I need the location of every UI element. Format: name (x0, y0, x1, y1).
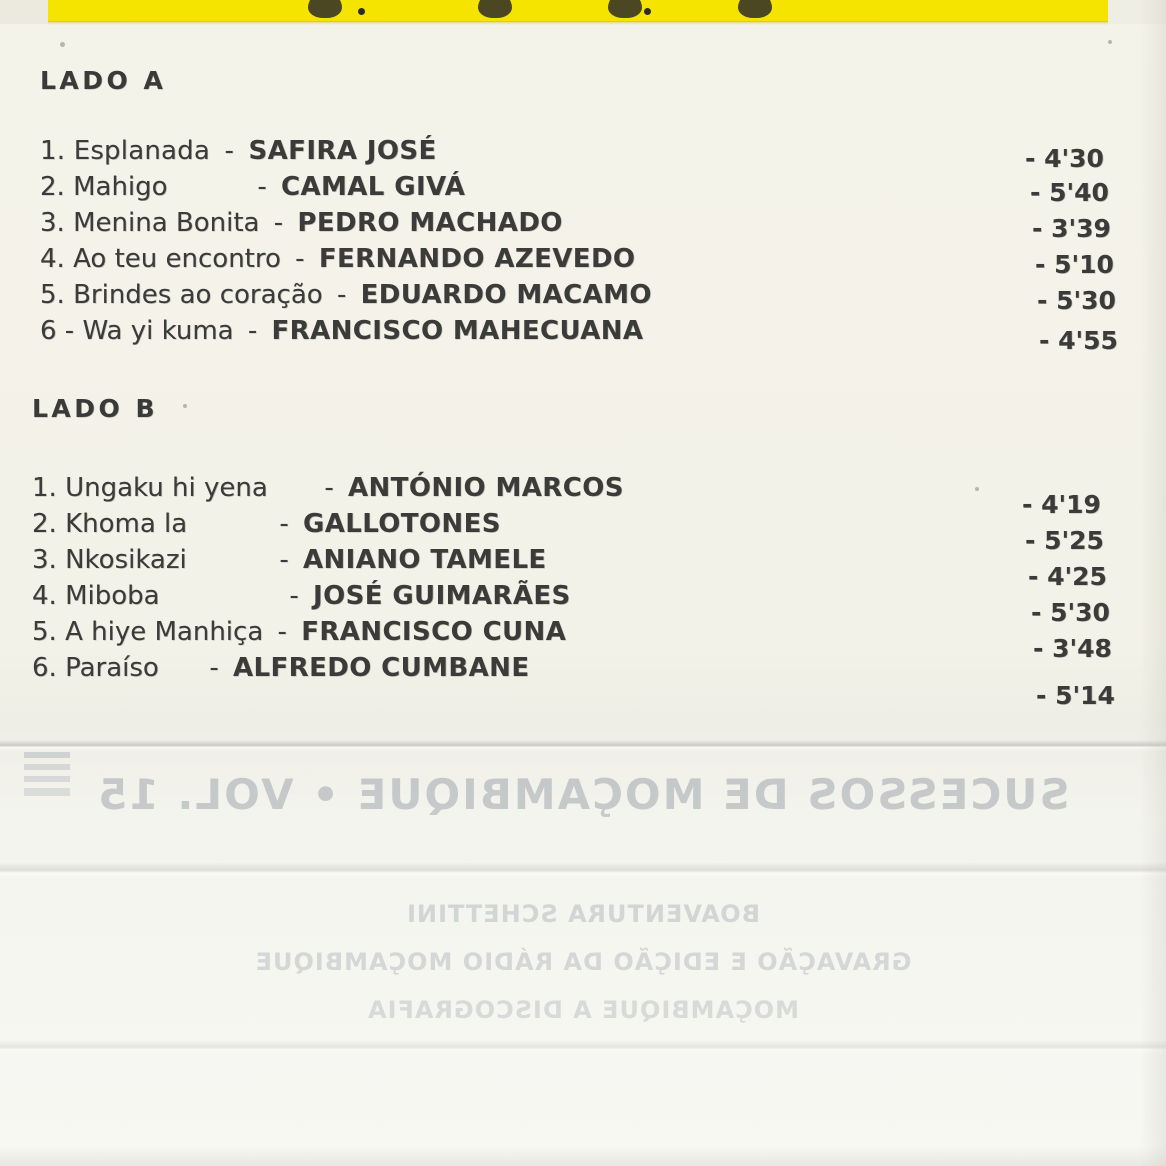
track-number: 2. (40, 172, 65, 202)
track-title: Nkosikazi (65, 545, 187, 575)
track-duration: - 5'30 (1031, 598, 1110, 627)
track-title: Khoma la (65, 509, 188, 539)
track-title: Menina Bonita (73, 208, 260, 238)
track-number: 1. (32, 473, 57, 503)
track-separator: - (279, 545, 289, 575)
track-row (32, 617, 1122, 663)
track-row (32, 653, 1122, 710)
track-number: 1. (40, 136, 66, 166)
side-a-track-list (40, 136, 1130, 355)
paper-edge-right (1140, 0, 1166, 1166)
track-artist: FRANCISCO CUNA (301, 617, 567, 647)
track-duration: - 4'30 (1025, 144, 1104, 173)
track-duration: - 3'39 (1032, 214, 1111, 243)
track-separator: - (289, 581, 299, 611)
track-number: 6. (32, 653, 57, 683)
track-duration: - 5'14 (1036, 681, 1115, 710)
show-through-line-2: BOAVENTURA SCHETTINI (406, 900, 760, 928)
track-separator: - (257, 172, 267, 202)
track-title: Esplanada (73, 136, 210, 166)
track-number: 3. (40, 208, 65, 238)
track-duration: - 5'30 (1037, 286, 1116, 315)
show-through-line-3: GRAVAÇÃO E EDIÇÃO DA RÁDIO MOÇAMBIQUE (254, 948, 912, 976)
track-artist: GALLOTONES (303, 509, 501, 539)
track-artist: FRANCISCO MAHECUANA (271, 316, 644, 346)
track-separator: - (279, 509, 289, 539)
show-through-title: SUCESSOS DE MOÇAMBIQUE • VOL. 15 (96, 770, 1070, 819)
track-duration: - 5'40 (1030, 178, 1109, 207)
track-duration: - 5'25 (1025, 526, 1104, 555)
track-separator: - (324, 473, 334, 503)
paper-speck (183, 404, 187, 408)
track-artist: ANIANO TAMELE (303, 545, 547, 575)
track-row (40, 208, 1130, 244)
track-number: 3. (32, 545, 57, 575)
track-number: 6 - (40, 316, 75, 346)
track-row (32, 581, 1122, 627)
track-artist: CAMAL GIVÁ (281, 172, 466, 202)
paper-speck (60, 42, 65, 47)
track-row (40, 136, 1130, 172)
track-separator: - (295, 244, 305, 274)
track-title: Miboba (65, 581, 160, 611)
track-duration: - 4'19 (1022, 490, 1101, 519)
track-row (32, 473, 1122, 519)
track-number: 4. (32, 581, 57, 611)
track-row (32, 509, 1122, 555)
track-row (40, 316, 1130, 355)
side-b-heading: LADO B (32, 394, 159, 423)
track-separator: - (209, 653, 219, 683)
side-a-heading: LADO A (40, 66, 167, 95)
track-number: 2. (32, 509, 57, 539)
track-duration: - 4'25 (1028, 562, 1107, 591)
track-separator: - (273, 208, 284, 238)
track-duration: - 5'10 (1035, 250, 1114, 279)
track-artist: JOSÉ GUIMARÃES (313, 581, 571, 611)
track-artist: FERNANDO AZEVEDO (318, 244, 636, 274)
track-number: 5. (32, 617, 57, 647)
track-title: Wa yi kuma (82, 316, 234, 346)
track-title: Ao teu encontro (73, 244, 281, 274)
track-row (40, 172, 1130, 208)
side-b-track-list (32, 473, 1122, 710)
track-separator: - (336, 280, 347, 310)
track-title: A hiye Manhiça (65, 617, 264, 647)
show-through-line-4: MOÇAMBIQUE A DISCOGRAFIA (367, 996, 799, 1024)
track-title: Paraíso (65, 653, 159, 683)
track-artist: PEDRO MACHADO (297, 208, 563, 238)
track-separator: - (277, 617, 287, 647)
track-separator: - (247, 316, 258, 346)
track-title: Brindes ao coração (73, 280, 323, 310)
track-number: 4. (40, 244, 65, 274)
track-row (32, 545, 1122, 591)
track-duration: - 4'55 (1039, 326, 1118, 355)
track-separator: - (224, 136, 235, 166)
paper-speck (1108, 40, 1112, 44)
track-number: 5. (40, 280, 65, 310)
track-artist: SAFIRA JOSÉ (248, 136, 437, 166)
track-row (40, 280, 1130, 316)
track-artist: EDUARDO MACAMO (360, 280, 652, 310)
track-row (40, 244, 1130, 280)
paper-edge-bottom (0, 1146, 1166, 1166)
track-artist: ANTÓNIO MARCOS (348, 473, 624, 503)
track-artist: ALFREDO CUMBANE (233, 653, 530, 683)
track-title: Ungaku hi yena (65, 473, 268, 503)
track-title: Mahigo (73, 172, 168, 202)
paper-speck (975, 487, 979, 491)
track-duration: - 3'48 (1033, 634, 1112, 663)
